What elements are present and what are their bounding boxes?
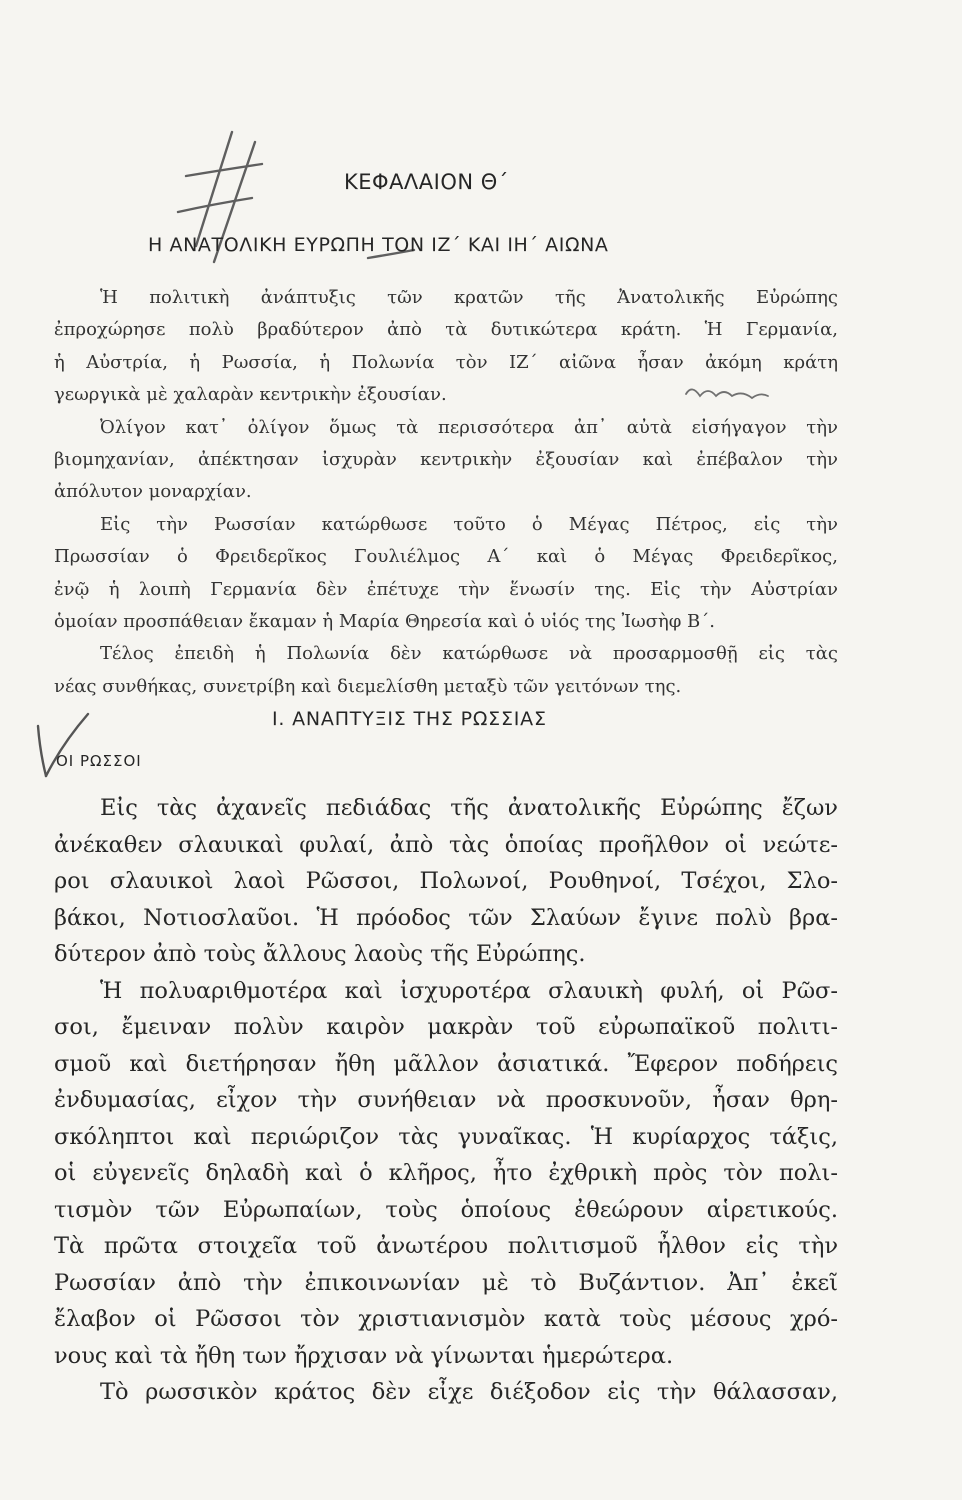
text-line: Ὀλίγον κατ᾽ ὀλίγον ὅμως τὰ περισσότερα ἀπ᾽ αὐτὰ εἰσήγαγον τὴν <box>100 416 838 438</box>
text-line: Τὰ πρῶτα στοιχεῖα τοῦ ἀνωτέρου πολιτισμοῦ ἦλθον εἰς τὴν <box>54 1233 838 1259</box>
text-line: βιομηχανίαν, ἀπέκτησαν ἰσχυρὰν κεντρικὴν ἐξουσίαν καὶ ἐπέβαλον τὴν <box>54 449 838 471</box>
text-line: ἀπόλυτον μοναρχίαν. <box>54 481 252 503</box>
text-line: Τέλος ἐπειδὴ ἡ Πολωνία δὲν κατώρθωσε νὰ προσαρμοσθῇ εἰς τὰς <box>100 643 838 665</box>
text-line: Εἰς τὴν Ρωσσίαν κατώρθωσε τοῦτο ὁ Μέγας Πέτρος, εἰς τὴν <box>100 513 838 535</box>
intro-text <box>54 282 838 703</box>
text-line: δύτερον ἀπὸ τοὺς ἄλλους λαοὺς τῆς Εὐρώπης. <box>54 941 586 967</box>
text-line: ροι σλαυικοὶ λαοὶ Ρῶσσοι, Πολωνοί, Ρουθηνοί, Τσέχοι, Σλο- <box>54 868 838 894</box>
text-line: Πρωσσίαν ὁ Φρειδερῖκος Γουλιέλμος Α΄ καὶ ὁ Μέγας Φρειδερῖκος, <box>54 546 838 568</box>
text-line: Τὸ ρωσσικὸν κράτος δὲν εἶχε διέξοδον εἰς τὴν θάλασσαν, <box>100 1379 838 1405</box>
text-line: ἐνῷ ἡ λοιπὴ Γερμανία δὲν ἐπέτυχε τὴν ἕνωσίν της. Εἰς τὴν Αὐστρίαν <box>54 578 838 600</box>
text-line: Ρωσσίαν ἀπὸ τὴν ἐπικοινωνίαν μὲ τὸ Βυζάντιον. Ἀπ᾽ ἐκεῖ <box>54 1269 838 1296</box>
section-heading: Ι. ΑΝΑΠΤΥΞΙΣ ΤΗΣ ΡΩΣΣΙΑΣ <box>272 708 547 730</box>
chapter-subtitle: Η ΑΝΑΤΟΛΙΚΗ ΕΥΡΩΠΗ ΤΟΝ ΙΖ΄ ΚΑΙ ΙΗ΄ ΑΙΩΝΑ <box>148 234 609 256</box>
text-line: Ἡ πολιτικὴ ἀνάπτυξις τῶν κρατῶν τῆς Ἀνατολικῆς Εὐρώπης <box>100 287 838 308</box>
text-line: οἱ εὐγενεῖς δηλαδὴ καὶ ὁ κλῆρος, ἦτο ἐχθρικὴ πρὸς τὸν πολι- <box>54 1160 838 1186</box>
text-line: νους καὶ τὰ ἤθη των ἤρχισαν νὰ γίνωνται ἡμερώτερα. <box>54 1342 674 1369</box>
text-line: τισμὸν τῶν Εὐρωπαίων, τοὺς ὁποίους ἐθεώρουν αἱρετικούς. <box>54 1196 838 1223</box>
text-line: νέας συνθήκας, συνετρίβη καὶ διεμελίσθη μεταξὺ τῶν γειτόνων της. <box>54 675 682 697</box>
text-line: ἡ Αὐστρία, ἡ Ρωσσία, ἡ Πολωνία τὸν ΙΖ΄ αἰῶνα ἦσαν ἀκόμη κράτη <box>54 351 838 373</box>
text-line: ἐπροχώρησε πολὺ βραδύτερον ἀπὸ τὰ δυτικώτερα κράτη. Ἡ Γερμανία, <box>54 319 838 341</box>
text-line: σμοῦ καὶ διετήρησαν ἤθη μᾶλλον ἀσιατικά. Ἔφερον ποδήρεις <box>54 1050 838 1077</box>
chapter-heading: ΚΕΦΑΛΑΙΟΝ Θ΄ <box>344 170 509 194</box>
text-line: Εἰς τὰς ἀχανεῖς πεδιάδας τῆς ἀνατολικῆς Εὐρώπης ἔζων <box>100 795 838 821</box>
text-line: ἀνέκαθεν σλαυικαὶ φυλαί, ἀπὸ τὰς ὁποίας προῆλθον οἱ νεώτε- <box>54 831 838 858</box>
body-text <box>54 790 838 1411</box>
text-line: ὁμοίαν προσπάθειαν ἔκαμαν ἡ Μαρία Θηρεσία καὶ ὁ υἱός της Ἰωσὴφ Β΄. <box>54 611 715 633</box>
side-heading: ΟΙ ΡΩΣΣΟΙ <box>56 752 142 770</box>
text-line: Ἡ πολυαριθμοτέρα καὶ ἰσχυροτέρα σλαυικὴ φυλή, οἱ Ρῶσ- <box>100 977 838 1004</box>
text-line: βάκοι, Νοτιοσλαῦοι. Ἡ πρόοδος τῶν Σλαύων ἔγινε πολὺ βρα- <box>54 904 838 931</box>
text-line: γεωργικὰ μὲ χαλαρὰν κεντρικὴν ἐξουσίαν. <box>54 384 447 406</box>
text-line: σκόληπτοι καὶ περιώριζον τὰς γυναῖκας. Ἡ κυρίαρχος τάξις, <box>54 1123 838 1150</box>
text-line: σοι, ἔμειναν πολὺν καιρὸν μακρὰν τοῦ εὐρωπαϊκοῦ πολιτι- <box>54 1014 838 1040</box>
text-line: ἐνδυμασίας, εἶχον τὴν συνήθειαν νὰ προσκυνοῦν, ἦσαν θρη- <box>54 1087 838 1113</box>
text-line: ἔλαβον οἱ Ρῶσσοι τὸν χριστιανισμὸν κατὰ τοὺς μέσους χρό- <box>54 1306 838 1332</box>
